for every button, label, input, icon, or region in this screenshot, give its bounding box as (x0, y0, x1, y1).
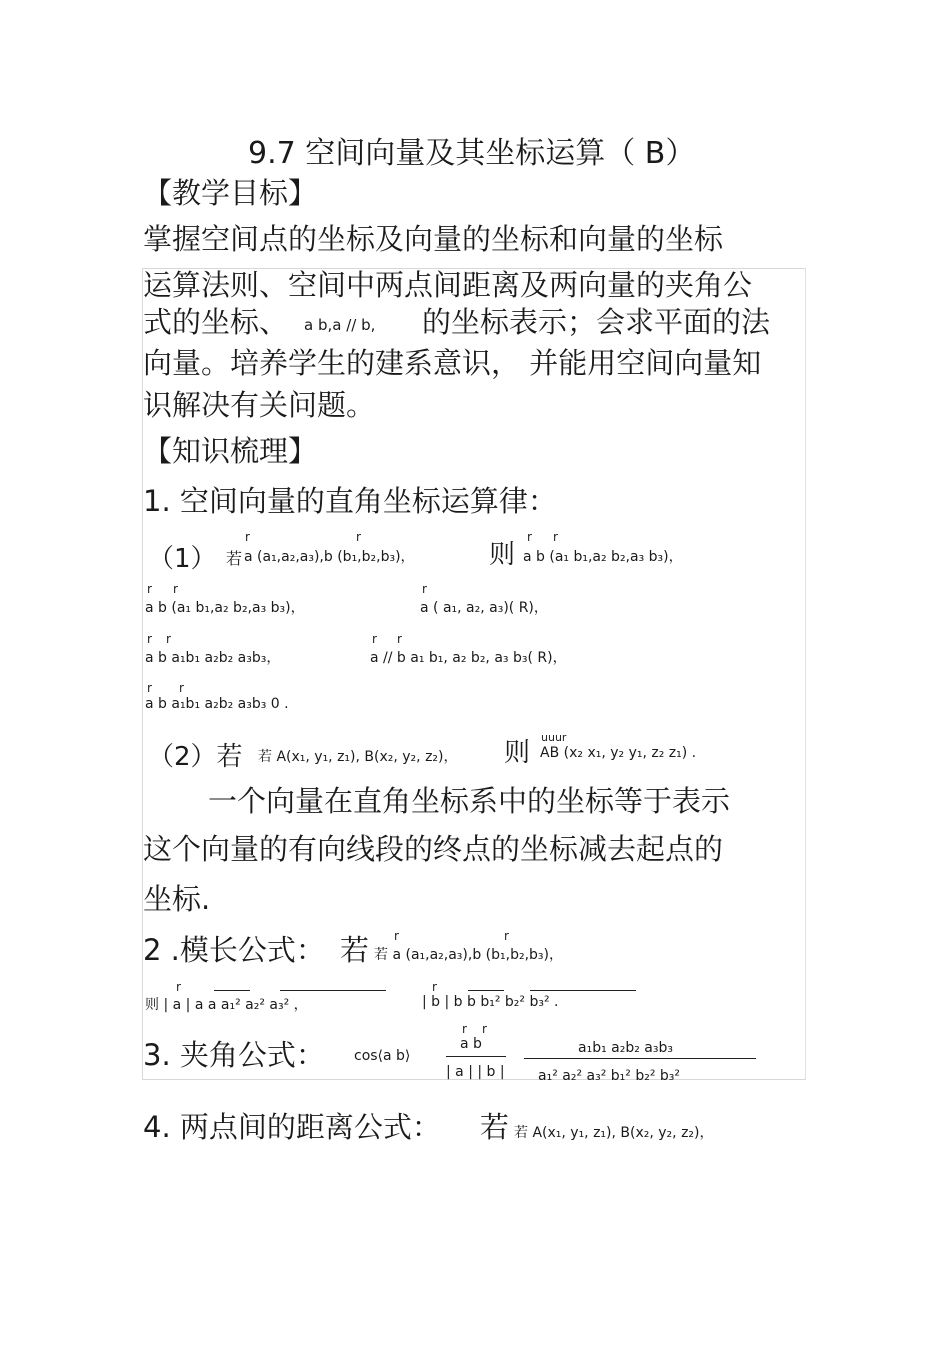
goal-line-5: 识解决有关问题。 (143, 388, 376, 422)
goal-line-4: 向量。培养学生的建系意识， 并能用空间向量知 (143, 346, 762, 380)
vector-mark: r (432, 980, 437, 994)
part-1-then: 则 (489, 540, 516, 570)
vector-mark: r (527, 530, 532, 544)
goal-line-1: 掌握空间点的坐标及向量的坐标和向量的坐标 (143, 222, 724, 256)
paragraph-line-2: 这个向量的有向线段的终点的坐标减去起点的 (143, 832, 724, 866)
part-1-scalar: a ( a₁, a₂, a₃)( R)， (420, 600, 548, 616)
vector-mark-ab: uuur (541, 731, 567, 744)
item-4-given: 若 A(x₁, y₁, z₁), B(x₂, y₂, z₂)， (514, 1125, 714, 1141)
item-2-formula-a: 则 | a | a a a₁² a₂² a₃² ， (145, 997, 308, 1013)
vector-mark: r (166, 632, 171, 646)
vector-mark: r (397, 632, 402, 646)
goal-heading: 【教学目标】 (143, 176, 318, 210)
item-4-label: 4. 两点间的距离公式： (143, 1110, 441, 1144)
part-1-diff: a b (a₁ b₁,a₂ b₂,a₃ b₃)， (145, 600, 305, 616)
sqrt-bar (530, 990, 636, 991)
part-2-ab: AB (x₂ x₁, y₂ y₁, z₂ z₁) . (540, 745, 697, 761)
item-3-cos: cos⟨a b⟩ (354, 1048, 411, 1064)
vector-mark: r (462, 1022, 467, 1036)
item-2-if: 若 (340, 933, 370, 967)
fraction-bar (524, 1058, 756, 1059)
vector-mark: r (176, 980, 181, 994)
goal-line-3b: 的坐标表示；会求平面的法 (422, 305, 771, 339)
item-2-given: 若 a (a₁,a₂,a₃),b (b₁,b₂,b₃)， (374, 947, 563, 963)
vector-mark: r (147, 681, 152, 695)
part-1-dot: a b a₁b₁ a₂b₂ a₃b₃， (145, 650, 281, 666)
goal-line-2: 运算法则、空间中两点间距离及两向量的夹角公 (143, 268, 753, 302)
vector-mark: r (245, 530, 250, 544)
part-2-given: 若 A(x₁, y₁, z₁), B(x₂, y₂, z₂)， (258, 749, 458, 765)
goal-line-3-math: a b,a // b, (304, 316, 376, 334)
part-2-then: 则 (504, 738, 531, 768)
item-2-label: 2 .模长公式： (143, 933, 325, 967)
vector-mark: r (553, 530, 558, 544)
item-4-if: 若 (480, 1110, 510, 1144)
page-title: 9.7 空间向量及其坐标运算（ B） (248, 136, 696, 171)
vector-mark: r (179, 681, 184, 695)
part-2-label: （2）若 (148, 742, 243, 772)
vector-mark: r (504, 929, 509, 943)
fraction-2-denominator: a₁² a₂² a₃² b₁² b₂² b₃² (538, 1068, 680, 1084)
part-1-sum: a b (a₁ b₁,a₂ b₂,a₃ b₃)， (523, 549, 683, 565)
part-1-perp: a b a₁b₁ a₂b₂ a₃b₃ 0 . (145, 696, 289, 712)
vector-mark: r (482, 1022, 487, 1036)
part-1-if: 若 (226, 549, 243, 568)
vector-mark: r (356, 530, 361, 544)
vector-mark: r (394, 929, 399, 943)
item-3-label: 3. 夹角公式： (143, 1038, 325, 1072)
goal-line-3a: 式的坐标、 (143, 305, 289, 339)
fraction-bar (446, 1056, 506, 1057)
sqrt-bar (280, 990, 386, 991)
vector-mark: r (173, 582, 178, 596)
fraction-2-numerator: a₁b₁ a₂b₂ a₃b₃ (578, 1040, 673, 1056)
item-2-formula-b: | b | b b b₁² b₂² b₃² . (422, 994, 559, 1010)
vector-mark: r (372, 632, 377, 646)
part-1-parallel: a // b a₁ b₁, a₂ b₂, a₃ b₃( R)， (370, 650, 567, 666)
vector-mark: r (147, 632, 152, 646)
vector-mark: r (422, 582, 427, 596)
fraction-1-numerator: a b (460, 1036, 482, 1052)
sqrt-bar (214, 990, 250, 991)
part-1-label: （1） (148, 544, 217, 574)
paragraph-line-3: 坐标. (143, 882, 211, 916)
fraction-1-denominator: | a | | b | (446, 1064, 505, 1080)
sqrt-bar (468, 990, 504, 991)
vector-mark: r (147, 582, 152, 596)
part-1-given: a (a₁,a₂,a₃),b (b₁,b₂,b₃)， (244, 549, 415, 565)
item-1: 1. 空间向量的直角坐标运算律： (143, 484, 557, 518)
paragraph-line-1: 一个向量在直角坐标系中的坐标等于表示 (208, 784, 731, 818)
knowledge-heading: 【知识梳理】 (143, 434, 318, 468)
